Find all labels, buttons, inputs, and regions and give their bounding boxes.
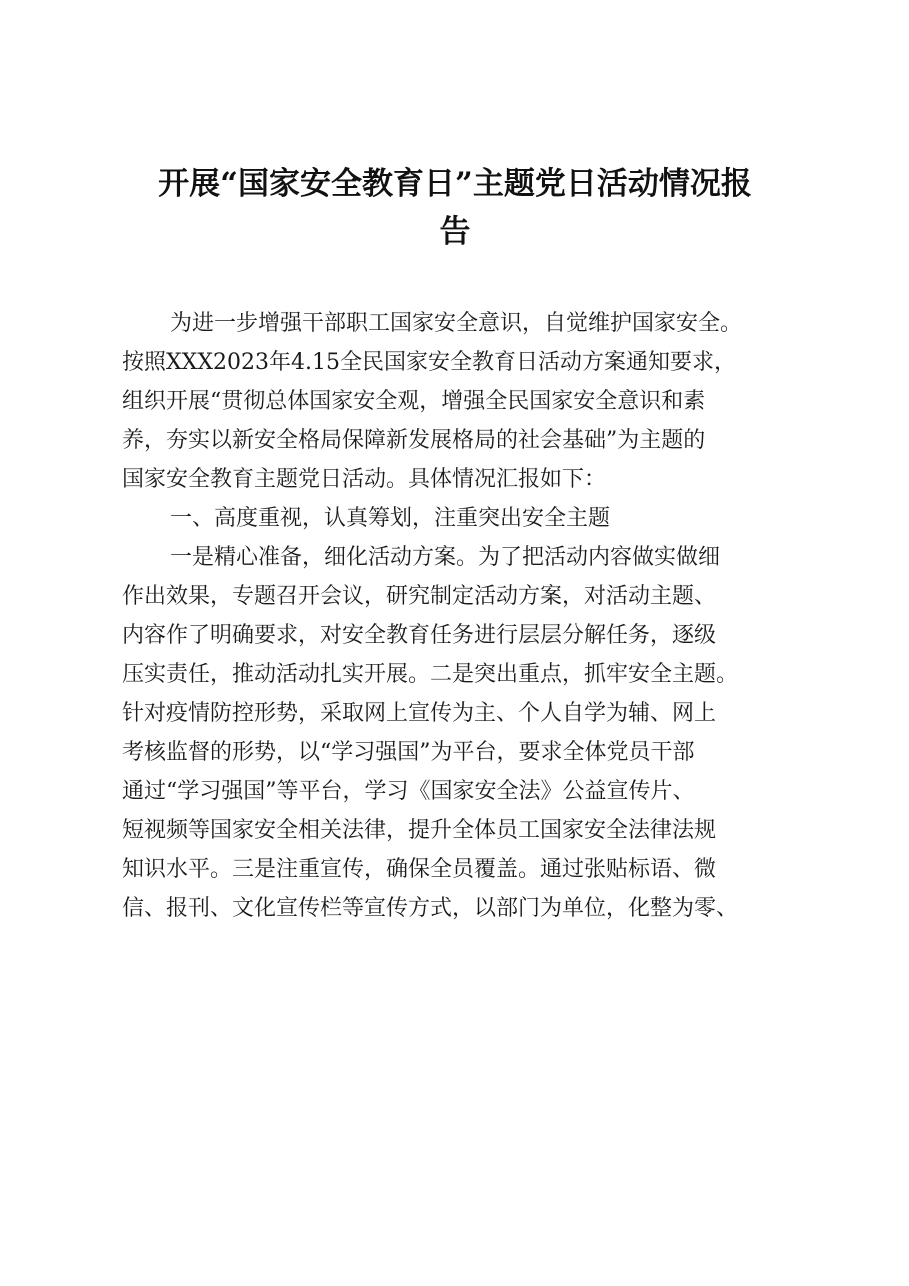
title-line-1: 开展“国家安全教育日”主题党日活动情况报 xyxy=(158,166,752,202)
body-line-11: 针对疫情防控形势，采取网上宣传为主、个人自学为辅、网上 xyxy=(122,701,717,726)
body-line-10: 压实责任，推动活动扎实开展。二是突出重点，抓牢安全主题。 xyxy=(122,662,739,687)
document-body xyxy=(122,304,802,928)
body-line-14: 短视频等国家安全相关法律，提升全体员工国家安全法律法规 xyxy=(122,818,717,843)
body-line-3: 组织开展“贯彻总体国家安全观，增强全民国家安全意识和素 xyxy=(122,389,706,414)
body-line-1: 为进一步增强干部职工国家安全意识，自觉维护国家安全。 xyxy=(170,311,743,336)
body-line-9: 内容作了明确要求，对安全教育任务进行层层分解任务，逐级 xyxy=(122,623,717,648)
body-line-5: 国家安全教育主题党日活动。具体情况汇报如下： xyxy=(122,467,607,492)
body-line-2: 按照XXX2023年4.15全民国家安全教育日活动方案通知要求， xyxy=(122,350,736,375)
body-line-16: 信、报刊、文化宣传栏等宣传方式，以部门为单位，化整为零、 xyxy=(122,896,739,921)
body-line-8: 作出效果，专题召开会议，研究制定活动方案，对活动主题、 xyxy=(122,584,717,609)
body-line-7: 一是精心准备，细化活动方案。为了把活动内容做实做细 xyxy=(170,545,721,570)
body-line-4: 养，夯实以新安全格局保障新发展格局的社会基础”为主题的 xyxy=(122,428,706,453)
document-title xyxy=(110,160,800,256)
title-line-2: 告 xyxy=(439,214,471,250)
body-line-13: 通过“学习强国”等平台，学习《国家安全法》公益宣传片、 xyxy=(122,779,695,804)
section-heading-1: 一、高度重视，认真筹划，注重突出安全主题 xyxy=(170,506,611,531)
body-line-12: 考核监督的形势，以“学习强国”为平台，要求全体党员干部 xyxy=(122,740,695,765)
body-line-15: 知识水平。三是注重宣传，确保全员覆盖。通过张贴标语、微 xyxy=(122,857,717,882)
